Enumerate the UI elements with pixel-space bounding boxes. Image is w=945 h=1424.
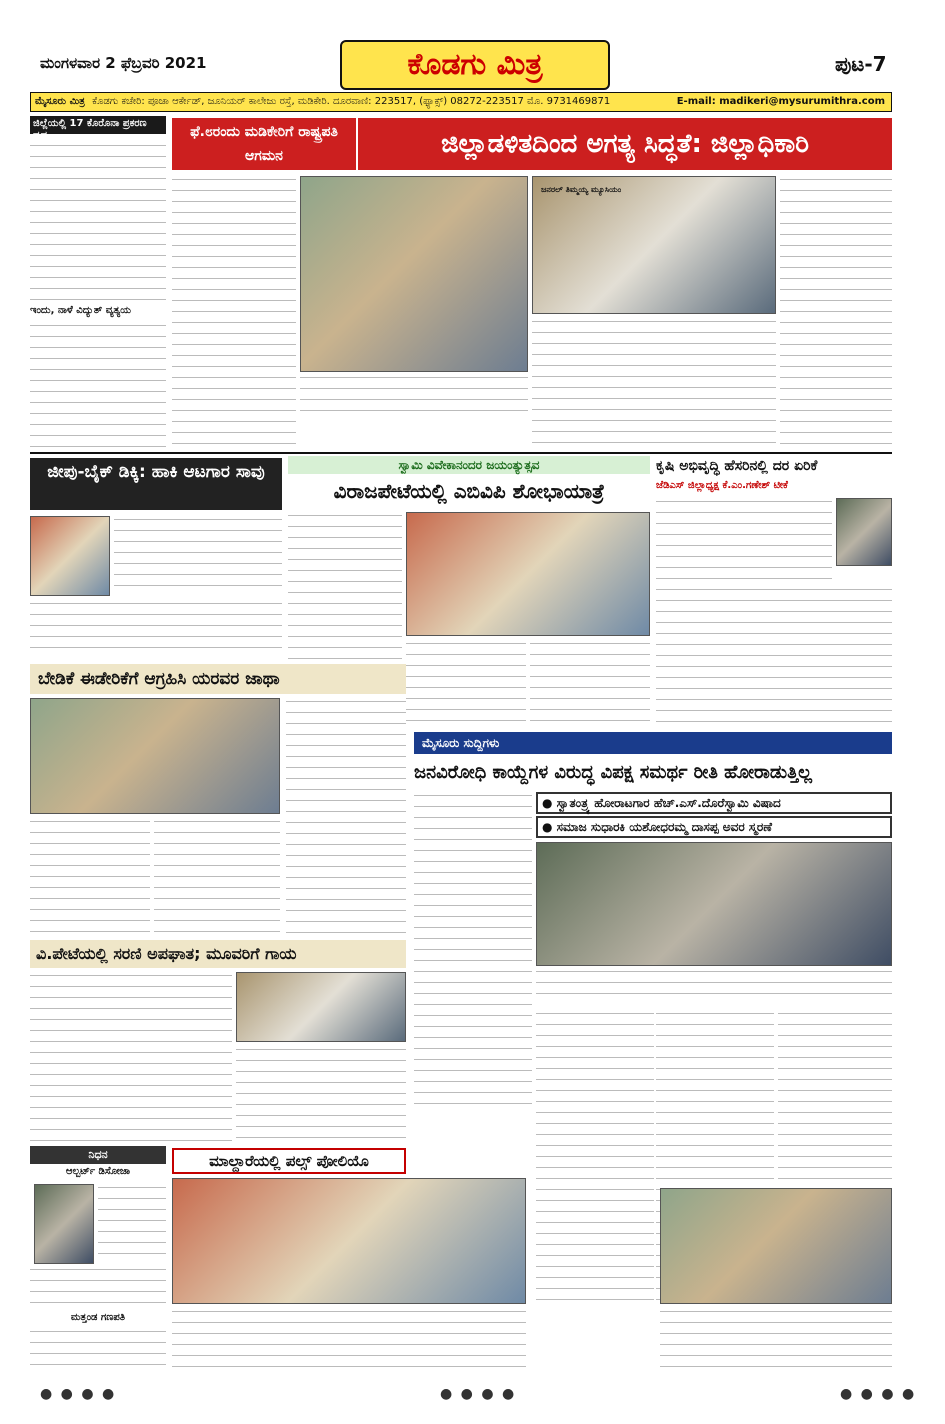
agri-body-1 <box>656 498 832 582</box>
award-photo-caption <box>536 968 892 1004</box>
polio-drops-photo <box>172 1178 526 1304</box>
contact-strip <box>30 92 892 112</box>
jeep-body <box>114 516 282 596</box>
page-number: ಪುಟ-7 <box>835 52 887 76</box>
mysuru-news-tag: ಮೈಸೂರು ಸುದ್ದಿಗಳು <box>414 732 892 754</box>
covid-headline: ಜಿಲ್ಲೆಯಲ್ಲಿ 17 ಕೊರೊನಾ ಪ್ರಕರಣ ದೃಢ <box>30 116 166 134</box>
president-body-col3 <box>780 176 892 448</box>
excavation-photo <box>660 1188 892 1304</box>
power-headline: ಇಂದು, ನಾಳೆ ವಿದ್ಯುತ್ ವ್ಯತ್ಯಯ <box>30 305 131 316</box>
protest-body-1 <box>414 792 532 1104</box>
vivekananda-body-2 <box>406 640 526 730</box>
accident-headline: ವಿ.ಪೇಟೆಯಲ್ಲಿ ಸರಣಿ ಅಪಘಾತ; ಮೂವರಿಗೆ ಗಾಯ <box>30 940 406 968</box>
obituary-body-1 <box>98 1184 166 1264</box>
museum-photo-label: ಜನರಲ್ ತಿಮ್ಮಯ್ಯ ಮ್ಯೂಸಿಯಂ <box>541 185 622 194</box>
award-ceremony-photo <box>536 842 892 966</box>
covid-body <box>30 142 166 302</box>
president-body-col1 <box>172 176 296 448</box>
president-headline: ಜಿಲ್ಲಾಡಳಿತದಿಂದ ಅಗತ್ಯ ಸಿದ್ಧತೆ: ಜಿಲ್ಲಾಧಿಕಾರಿ <box>358 118 892 170</box>
museum-photo <box>532 176 776 314</box>
president-kicker: ಫೆ.೮ರಂದು ಮಡಿಕೇರಿಗೆ ರಾಷ್ಟ್ರಪತಿ ಆಗಮನ <box>172 118 356 170</box>
polio-caption <box>172 1308 526 1374</box>
president-body-col2 <box>532 318 776 448</box>
agri-headline: ಕೃಷಿ ಅಭಿವೃದ್ಧಿ ಹೆಸರಿನಲ್ಲಿ ದರ ಏರಿಕೆ <box>656 458 818 474</box>
vivekananda-kicker: ಸ್ವಾಮಿ ವಿವೇಕಾನಂದರ ಜಯಂತ್ಯುತ್ಸವ <box>288 456 650 474</box>
registration-dots-right: ● ● ● ● <box>840 1386 917 1402</box>
masthead-logo: ಕೊಡಗು ಮಿತ್ರ <box>340 40 610 90</box>
march-body-3 <box>286 698 406 934</box>
procession-photo <box>406 512 650 636</box>
jeep-body-2 <box>30 600 282 658</box>
accident-body-2 <box>236 1046 406 1142</box>
email-link[interactable]: E-mail: madikeri@mysurumithra.com <box>676 96 885 107</box>
agri-kicker: ಜೆಡಿಎಸ್ ಜಿಲ್ಲಾಧ್ಯಕ್ಷ ಕೆ.ಎಂ.ಗಣೇಶ್ ಟೀಕೆ <box>656 480 788 491</box>
protest-body-2 <box>536 1010 654 1310</box>
march-body-1 <box>30 818 150 934</box>
collector-photo-caption <box>300 374 528 414</box>
vivekananda-headline: ವಿರಾಜಪೇಟೆಯಲ್ಲಿ ಎಬಿವಿಪಿ ಶೋಭಾಯಾತ್ರೆ <box>333 479 605 503</box>
polio-headline: ಮಾಲ್ದಾರೆಯಲ್ಲಿ ಪಲ್ಸ್ ಪೋಲಿಯೊ <box>172 1148 406 1174</box>
office-address: ಕೊಡಗು ಕಚೇರಿ: ಪೂಜಾ ಆರ್ಕೇಡ್, ಜೂನಿಯರ್ ಕಾಲೇಜು ರಸ್ತೆ, ಮಡಿಕೇರಿ. ದೂರವಾಣಿ: 223517, (ಫ್ಯಾಕ್ಸ್) 08272-223517 ಮೊ. 9731469871 <box>92 96 611 107</box>
social-reformer-line: ● ಸಮಾಜ ಸುಧಾರಕಿ ಯಶೋಧರಮ್ಮ ದಾಸಪ್ಪ ಅವರ ಸ್ಮರಣೆ <box>536 816 892 838</box>
vivekananda-body-3 <box>530 640 650 730</box>
excavation-caption <box>660 1308 892 1374</box>
obituary-photo <box>34 1184 94 1264</box>
registration-dots-left: ● ● ● ● <box>40 1386 117 1402</box>
victim-photo <box>30 516 110 596</box>
march-body-2 <box>154 818 280 934</box>
issue-date: ಮಂಗಳವಾರ 2 ಫೆಬ್ರವರಿ 2021 <box>40 54 207 72</box>
section-divider <box>30 452 892 454</box>
protest-headline: ಜನವಿರೋಧಿ ಕಾಯ್ದೆಗಳ ವಿರುದ್ಧ ವಿಪಕ್ಷ ಸಮರ್ಥ ರೀತಿ ಹೋರಾಡುತ್ತಿಲ್ಲ <box>414 762 812 783</box>
obituary-tag: ನಿಧನ <box>30 1146 166 1164</box>
agri-body-2 <box>656 586 892 728</box>
obituary-name-2: ಮತ್ತಂಡ ಗಣಪತಿ <box>70 1312 126 1323</box>
brand-name: ಮೈಸೂರು ಮಿತ್ರ <box>35 96 85 107</box>
registration-dots-center: ● ● ● ● <box>440 1386 517 1402</box>
ganesh-photo <box>836 498 892 566</box>
march-photo <box>30 698 280 814</box>
accident-photo <box>236 972 406 1042</box>
collector-inspection-photo <box>300 176 528 372</box>
obituary-body-2 <box>30 1266 166 1310</box>
power-body <box>30 322 166 448</box>
jeep-headline: ಜೀಪು-ಬೈಕ್ ಡಿಕ್ಕಿ: ಹಾಕಿ ಆಟಗಾರ ಸಾವು <box>30 458 282 510</box>
accident-body-1 <box>30 972 232 1142</box>
freedom-fighter-line: ● ಸ್ವಾತಂತ್ರ್ಯ ಹೋರಾಟಗಾರ ಹೆಚ್.ಎಸ್.ದೊರೆಸ್ವಾಮಿ ವಿಷಾದ <box>536 792 892 814</box>
obituary-body-3 <box>30 1328 166 1374</box>
march-headline: ಬೇಡಿಕೆ ಈಡೇರಿಕೆಗೆ ಆಗ್ರಹಿಸಿ ಯರವರ ಜಾಥಾ <box>30 664 406 694</box>
obituary-name-1: ಆಲ್ಬರ್ಟ್ ಡಿಸೋಜಾ <box>65 1166 131 1177</box>
